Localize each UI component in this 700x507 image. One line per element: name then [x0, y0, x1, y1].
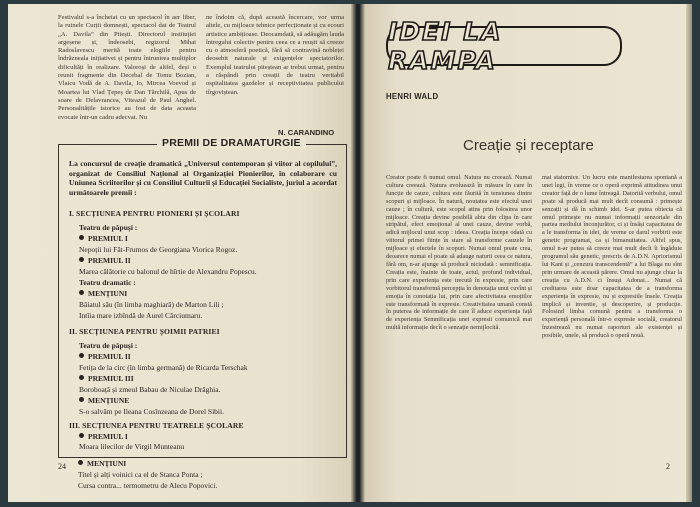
- section-3-work-2: Titel și alți voinici ca el de Stanca Ponta ;: [78, 470, 203, 479]
- prize-label: PREMIUL II: [88, 352, 131, 361]
- prize-label: MENȚIUNI: [87, 459, 127, 468]
- section-2-work-1: Fetița de la circ (în limba germană) de Ricarda Terschak: [79, 363, 248, 372]
- prize-label: MENȚIUNE: [88, 396, 130, 405]
- bullet-icon: [79, 290, 84, 295]
- article-title: Creație și receptare: [463, 137, 594, 154]
- prize-label: PREMIUL I: [88, 234, 128, 243]
- bullet-icon: [79, 375, 84, 380]
- section-3-work-3: Cursa contra... termometru de Alecu Popovici.: [78, 481, 218, 490]
- section-2-work-3: S-o salvăm pe Ileana Cosînzeana de Dorel Sibii.: [79, 407, 224, 416]
- bullet-icon: [79, 257, 84, 262]
- right-page-column-1: Creator poate fi numai omul. Natura nu creează. Numai cultura creează. Natura evoluează în măsura în care în funcție de cauze, cultura este făurită în tensiunea dintre scopuri și mijloace. În natură, noutatea este efectul unei cauze ; în cultură, este scopul atins prin folosirea unor mijloace. Creația devine posibilă abia din clipa în care stripătul, efect emoțional al unei cauze, devine vorbă, adică mijlocul unui scop : ideea. Creația începe odată cu viitorul primei ființe în stare să transforme cauzele în mijloace și efectele în scopuri. Numai omul poate crea, deoarece numai el poate să adauge naturii ceea ce natura, fără om, n-ar ajunge să producă niciodată : semnificația. Creația este, înainte de toate, actul, profund individual, prin care experiența este trecută în expresie, prin care vorbitorul transformă percepția în denotația unui cuvînt și emoția în conotația lui, prin care afectivitatea emoțiilor este transformată în expresie. Creativitatea umană constă în puterea de informație de care îl aduce experiența față de experiența Semnificația unei expresii comunică mai multă informație decît o senzație nemijlocită.: [386, 174, 532, 332]
- bullet-icon: [79, 235, 84, 240]
- left-page-column-2: ne îndoim că, după această încercare, vor urma altele, cu mijloace tehnice perfecționate și cu ecouri artistice ambițioase. Deocamdată, să adăugăm lauda întregului colectiv pentru ceea ce a reușit să creeze cu o atmosferă poetică, fără să contravină nobleței deosebit naturale și exigențelor spectatorilor. Exemplul teatrului piteștean ar trebui urmat, pentru a răspândi prin creații de teatru veritabil ospitalitatea gazdelor și receptivitatea publicului tîrgoviștean.: [206, 14, 344, 96]
- page-edge: [686, 4, 692, 502]
- left-page: [8, 4, 353, 502]
- awards-intro: La concursul de creație dramatică „Universul contemporan și viitor al copilului”, organizat de Consiliul Național al Organizației Pionierilor, în colaborare cu Uniunea Scriitorilor și cu Consiliul Culturii și Educației Socialiste, juriul a acordat următoarele premii :: [69, 159, 337, 197]
- section-1-subheading-puppets: Teatru de păpuși :: [79, 223, 138, 232]
- book-gutter: [351, 4, 365, 502]
- rubric-banner: [386, 17, 622, 75]
- bullet-icon: [78, 460, 83, 465]
- awards-box: [58, 137, 347, 458]
- section-1-prize-2: [79, 256, 131, 265]
- section-1-subheading-drama: Teatru dramatic :: [79, 278, 136, 287]
- section-2-prize-1: [79, 352, 131, 361]
- section-3-work-1: Moara lilecilor de Virgil Munteanu: [79, 442, 185, 451]
- page-number-left: 24: [58, 462, 66, 471]
- awards-title: PREMII DE DRAMATURGIE: [157, 137, 306, 149]
- section-2-prize-2: [79, 374, 134, 383]
- section-1-work-4: Intîia mare izbîndă de Aurel Cărciumaru.: [79, 311, 203, 320]
- section-2-subheading-puppets: Teatru de păpuși :: [79, 341, 138, 350]
- rubric-title: IDEI LA RAMPA: [388, 17, 503, 75]
- section-1-work-2: Marea călătorie cu balonul de hîrtie de Alexandru Popescu.: [79, 267, 257, 276]
- prize-label: MENȚIUNI: [88, 289, 128, 298]
- left-page-column-1: Festivalul s-a încheiat cu un spectacol în aer liber, la ruinele Curții domnești, spectacol dat de Teatrul „A. Davila” din Pitești. Directorul instituției argeșene și, îndeosebi, regizorul Mihai Radoslavescu merită toate elogiile pentru îndrăzneala inițiativei și pentru întrunirea multiplor dificultăți în realizare. Valoroși de altfel, deși o reunit fragmente din Decebal de Tomu Bozian, Vlaicu Vodă de A. Davila, Io, Mircea Voevod și Moartea lui Vlad Țepeș de Dan Tărchilă, Apus de soare de Delavrancea, Viteazul de Paul Anghel. Personalitățile istorice au fost de data aceasta evocate într-un cadru adecvat. Nu: [58, 14, 196, 121]
- section-1-work-3: Băiatul său (în limba maghiară) de Marton Lili ;: [79, 300, 224, 309]
- section-1-mentions: [79, 289, 127, 298]
- section-3-heading: III. SECȚIUNEA PENTRU TEATRELE ȘCOLARE: [69, 421, 244, 430]
- prize-label: PREMIUL II: [88, 256, 131, 265]
- section-3-prize-1: [79, 432, 128, 441]
- prize-label: PREMIUL III: [88, 374, 134, 383]
- section-2-work-2: Boroboață și zmeul Babau de Niculae Drăghia.: [79, 385, 221, 394]
- bullet-icon: [79, 433, 84, 438]
- section-3-mentions: [78, 459, 126, 468]
- right-page-column-2: mai statornice. Un lucru este manifestarea spontană a unei legi, în vreme ce o operă exprimă atitudinea unui creator față de o lume întreagă. Datorită verbului, omul poate să producă mai mult decît consumă : primește senzații și dă în schimb idei. S-ar putea obiecta că omul primește nu numai informații senzoriale din partea mediului înconjurător, ci și însăși capacitatea de a le transforma în idei, de vreme ce darul vorbirii este genetic programat, ca și bimanuitatea. Altfel spus, omul n-ar putea să creeze mai mult decît îi îngăduie programul său genetic, prescris de A.D.N. Apriorismul lui Kant și „cenzura transcendentă” a lui Blaga nu sînt prin urmare de această părere. Omul nu ajunge chiar la creația cu A.D.N. ci însuși Adonai... Numai că creditarea este doar capacitatea de a transforma experiența în expresie, nu și expresiile însele. Creația implică și inventie, și descoperire, și producție. Folosind limba comună pentru a transforma o experiență personală într-o expresie socială, creatorul înzestrează nu numai raporturi ale existenței și posibile, unele, să producă o operă nouă.: [542, 174, 682, 340]
- bullet-icon: [79, 397, 84, 402]
- magazine-spread: [8, 4, 692, 502]
- article-author: HENRI WALD: [386, 92, 439, 101]
- article-signature: N. CARANDINO: [278, 128, 335, 137]
- section-1-prize-1: [79, 234, 128, 243]
- prize-label: PREMIUL I: [88, 432, 128, 441]
- section-1-work-1: Nepoții lui Făt-Frumos de Georgiana Viorica Rogoz.: [79, 245, 238, 254]
- section-2-mention: [79, 396, 129, 405]
- bullet-icon: [79, 353, 84, 358]
- page-number-right: 2: [666, 462, 670, 471]
- section-2-heading: II. SECȚIUNEA PENTRU ȘOIMII PATRIEI: [69, 327, 220, 336]
- section-1-heading: I. SECȚIUNEA PENTRU PIONIERI ȘI ȘCOLARI: [69, 209, 240, 218]
